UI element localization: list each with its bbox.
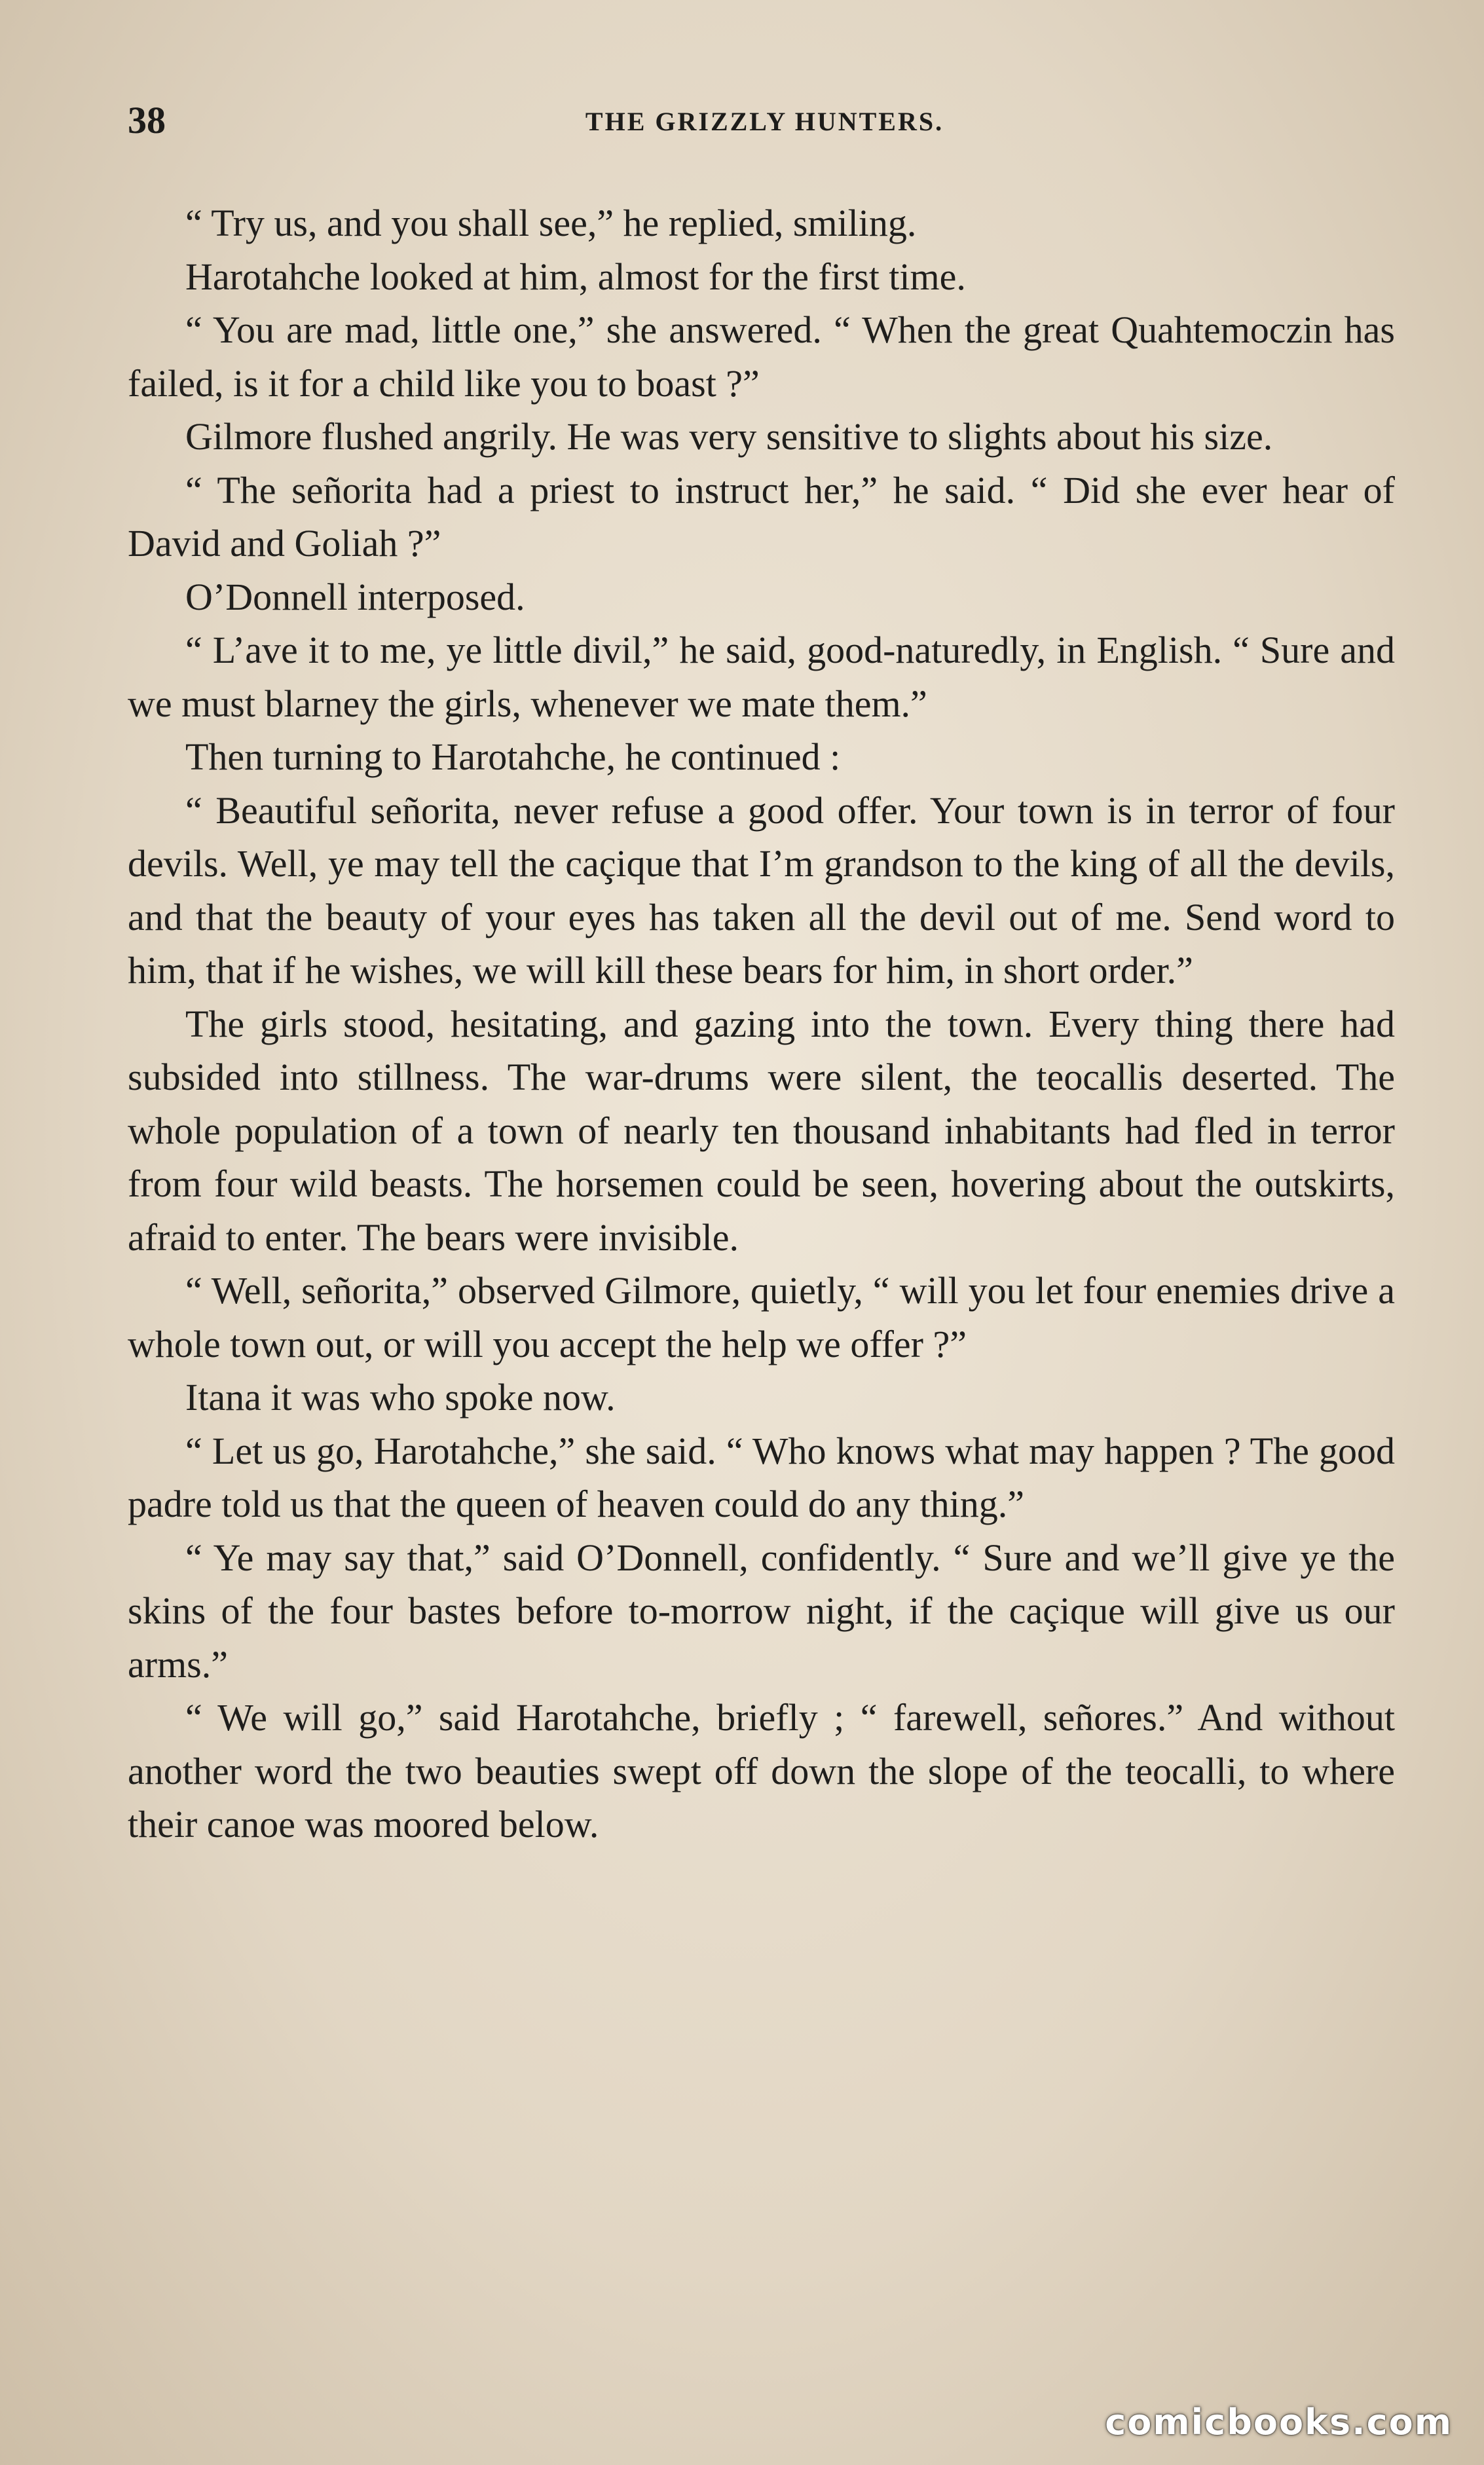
paragraph: “ L’ave it to me, ye little divil,” he said, good-naturedly, in English. “ Sure and we must blarney the girls, whenever we mate them.” xyxy=(128,629,1395,725)
page-number: 38 xyxy=(128,99,166,141)
paragraph: Then turning to Harotahche, he continued : xyxy=(185,735,841,778)
running-head: THE GRIZZLY HUNTERS. xyxy=(585,107,944,136)
paragraph: Itana it was who spoke now. xyxy=(185,1376,616,1418)
paragraph: Harotahche looked at him, almost for the first time. xyxy=(185,255,966,298)
paragraph: “ Beautiful señorita, never refuse a good offer. Your town is in terror of four devils. Well, ye may tell the caçique that I’m grandson to the king of all the devils, and that the beauty of your eyes has taken all the devil out of me. Send word to him, that if he wishes, we will kill these bears for him, in short order.” xyxy=(128,788,1395,992)
paragraph: Gilmore flushed angrily. He was very sensitive to slights about his size. xyxy=(185,415,1273,458)
page-header xyxy=(128,98,1401,151)
paragraph: The girls stood, hesitating, and gazing into the town. Every thing there had subsided into stillness. The war-drums were silent, the teocallis deserted. The whole population of a town of nearly ten thousand inhabitants had fled in terror from four wild beasts. The horsemen could be seen, hovering about the outskirts, afraid to enter. The bears were invisible. xyxy=(128,1002,1395,1259)
paragraph: “ We will go,” said Harotahche, briefly ; “ farewell, señores.” And without another word the two beauties swept off down the slope of the teocalli, to where their canoe was moored below. xyxy=(128,1696,1395,1845)
paragraph: “ Ye may say that,” said O’Donnell, confidently. “ Sure and we’ll give ye the skins of the four bastes before to-morrow night, if the caçique will give us our arms.” xyxy=(128,1536,1395,1686)
paragraph: “ You are mad, little one,” she answered. “ When the great Quahtemoczin has failed, is it for a child like you to boast ?” xyxy=(128,308,1395,405)
paragraph: “ Well, señorita,” observed Gilmore, quietly, “ will you let four enemies drive a whole town out, or will you accept the help we offer ?” xyxy=(128,1269,1395,1365)
paragraph: O’Donnell interposed. xyxy=(185,575,525,618)
paragraph: “ Try us, and you shall see,” he replied, smiling. xyxy=(185,202,917,244)
paragraph: “ Let us go, Harotahche,” she said. “ Who knows what may happen ? The good padre told us that the queen of heaven could do any thing.” xyxy=(128,1429,1395,1525)
watermark: comicbooks.com xyxy=(1105,2401,1453,2443)
body-text xyxy=(128,196,1395,1851)
paragraph: “ The señorita had a priest to instruct her,” he said. “ Did she ever hear of David and Goliah ?” xyxy=(128,468,1395,565)
